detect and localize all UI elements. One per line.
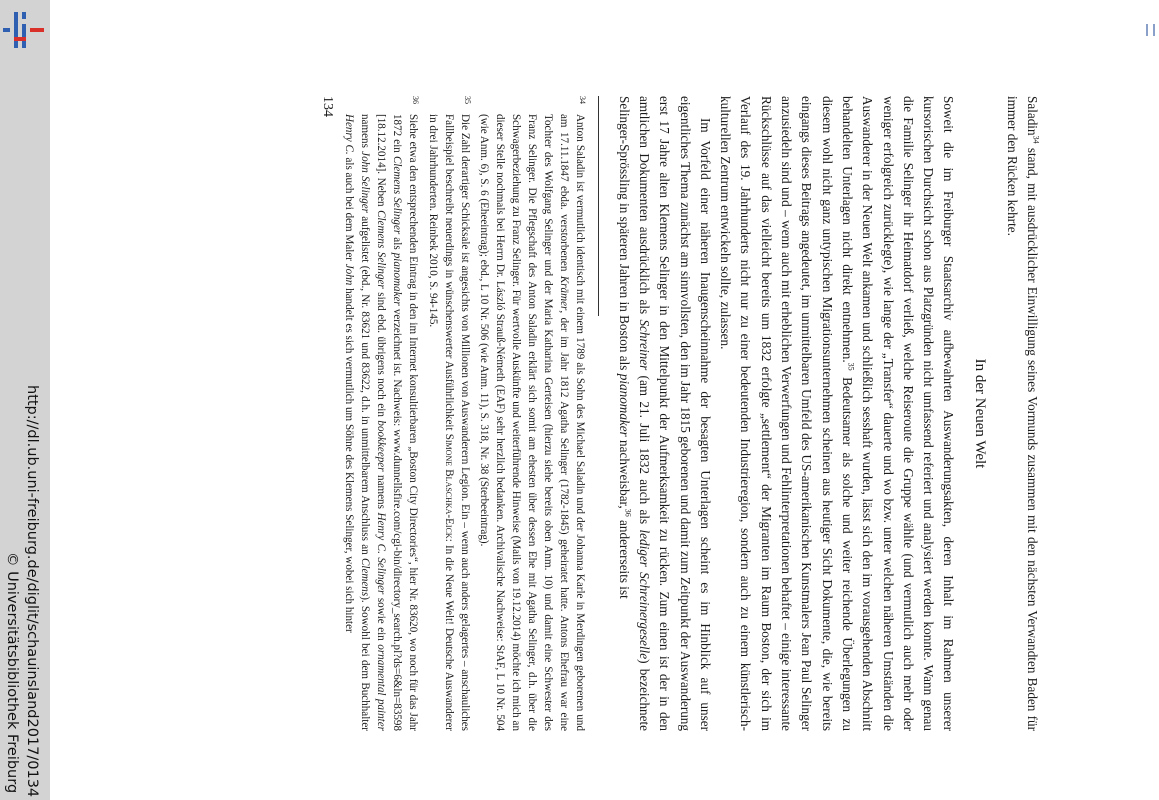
- copyright-notice: © Universitätsbibliothek Freiburg: [4, 552, 20, 794]
- corner-marker-icon: [1146, 24, 1155, 36]
- paragraph-1: Soweit die im Freiburger Staatsarchiv aufbewahrten Auswanderungsakten, deren Inhalt im Rahmen unserer kursorischen Durchsicht schon aus Platzgründen nicht umfassend referiert und analysiert werden konnte. Wann genau die Familie Selinger ihr Heimatdorf verließ, welche Reiseroute die Gruppe wählte (und vermutlich auch mehr oder weniger erfolgreich zurücklegte), wie lange der „Transfer“ dauerte und wo bzw. unter welchen näheren Umständen die Auswanderer in der Neuen Welt ankamen und schließlich sesshaft wurden, lässt sich den im vorausgehenden Abschnitt behandelten Unterlagen nicht direkt entnehmen.$^{35}$ Bedeutsamer als solche und weiter reichende Überlegungen zu diesem wohl nicht ganz untypischen Migrationsunternehmen scheinen aus heutiger Sicht Dokumente, die, wie bereits eingangs dieses Beitrags angedeutet, im unmittelbaren Umfeld des US-amerikanischen Kunstmalers Jean Paul Selinger anzusiedeln sind und – wenn auch mit erheblichen Verwerfungen und Fehlinterpretationen behaftet – einige interessante Rückschlüsse auf das vielleicht bereits um 1832 erfolgte „settlement“ der Migranten im Raum Boston, der sich im Verlauf des 19. Jahrhunderts nicht nur zu einer bedeutenden Industrieregion, sondern auch zu einem künstlerisch-kulturellen Zentrum entwickeln sollte, zulassen.: [718, 96, 957, 732]
- viewer-sidebar: [0, 0, 50, 800]
- section-title: In der Neuen Welt: [972, 358, 989, 469]
- page-number: 134: [319, 96, 335, 117]
- continuation-text: Saladin$^{34}$ stand, mit ausdrücklicher Einwilligung seines Vormunds zusammen mit den nächsten Verwandten Baden für immer den Rücken kehrte.: [1004, 96, 1041, 731]
- footnote-separator: [598, 96, 599, 316]
- document-url[interactable]: http://dl.ub.uni-freiburg.de/diglit/schauinsland2017/0134: [24, 385, 40, 798]
- scanned-page: [319, 96, 1042, 731]
- paragraph-2: Im Vorfeld einer näheren Inaugenscheinnahme der besagten Unterlagen scheint es im Hinblick auf unser eigentliches Thema zunächst am sinnvollsten, den im Jahr 1815 geborenen und damit zum Zeitpunkt der Auswanderung erst 17 Jahre alten Klemens Selinger in den Mittelpunkt der Aufmerksamkeit zu rücken. Zum einen ist der in den amtlichen Dokumenten ausdrücklich als Schreiner (am 21. Juli 1832 auch als lediger Schreinergeselle) bezeichnete Selinger-Sprössling in späteren Jahren in Boston als pianomaker nachweisbar,$^{36}$ andererseits ist: [616, 96, 713, 732]
- footnote-35: 35 Die Zahl derartiger Schicksale ist angesichts von Millionen von Auswanderern Legion. Ein – wenn auch anders gelagertes – anschauliches Fallbeispiel beschreibt neuerdings in wünschenswerter Ausführlichkeit Simone Blaschka-Eick: In die Neue Welt! Deutsche Auswanderer in drei Jahrhunderten. Reinbek 2010, S. 94-145.: [426, 96, 472, 731]
- footnote-36: 36 Siehe etwa den entsprechenden Eintrag in den im Internet konsultierbaren „Boston City Directories“, hier Nr. 83620, wo noch für das Jahr 1872 ein Clemens Selinger als pianomaker verzeichnet ist. Nachweis: www.dunnellsfire.com/cgi-bin/directory_search.pl?ds=6&ln=83598 [18.12.2014]. Neben Clemens Selinger sind ebd. übrigens noch ein bookkeeper namens Henry C. Selinger sowie ein ornamental painter namens John Selinger aufgelistet (ebd., Nr. 83621 und 83622, d.h. in unmittelbarem Anschluss an Clemens). Sowohl bei dem Buchhalter Henry C. als auch bei dem Maler John handelt es sich vermutlich um Söhne des Klemens Selinger, wobei sich hinter: [343, 96, 421, 732]
- footnote-34: 34 Anton Saladin ist vermutlich identisch mit einem 1789 als Sohn des Michael Saladin und der Johanna Karle in Merdingen geborenen und am 17.11.1847 ebda. verstorbenen Krämer, der im Jahr 1812 Agatha Selinger (1782-1845) geheiratet hatte. Antons Ehefrau war eine Tochter des Wolfgang Selinger und der Maria Katharina Gerteisen (hierzu siehe bereits oben Anm. 10) und damit eine Schwester des Franz Selinger. Die Pflegschaft des Anton Saladin erklärt sich somit am ehesten über dessen Ehe mit Agatha Selinger, d.h. über die Schwagerbeziehung zu Franz Selinger. Für wertvolle Auskünfte und weiterführende Hinweise (Mails von 19.12.2014) möchte ich mich an dieser Stelle nochmals bei Herrn Dr. László Strauß-Németh (EAF) sehr herzlich bedanken. Archivalische Nachweise: StAF, L 10 Nr. 504 (wie Anm. 6), S. 6 (Eheeintrag); ebd., L 10 Nr. 506 (wie Anm. 11), S. 318, Nr. 38 (Sterbeeintrag).: [477, 96, 588, 731]
- university-library-logo-icon: [2, 8, 46, 52]
